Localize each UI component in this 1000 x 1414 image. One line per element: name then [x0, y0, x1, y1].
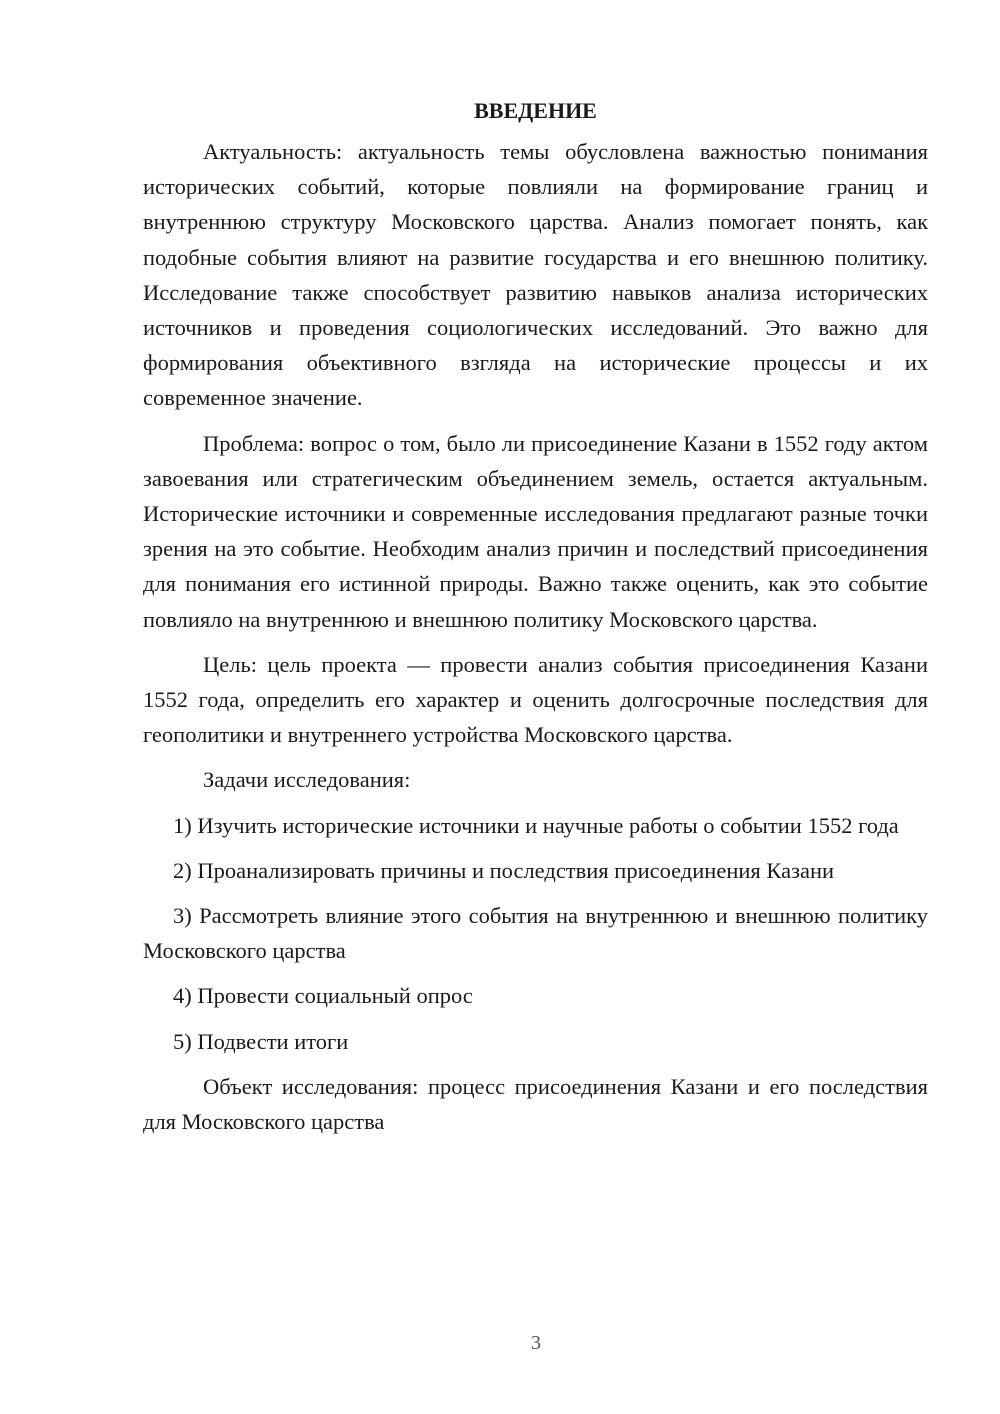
task-item-4: 4) Провести социальный опрос [173, 983, 473, 1009]
page-content [143, 96, 928, 1149]
page-number: 3 [531, 1332, 541, 1354]
problem-paragraph: Проблема: вопрос о том, было ли присоединение Казани в 1552 году актом завоевания или стратегическим объединением земель, остается актуальным. Исторические источники и современные исследования предлагают разные точки зрения на это событие. Необходим анализ причин и последствий присоединения для понимания его истинной природы. Важно также оценить, как это событие повлияло на внутреннюю и внешнюю политику Московского царства. [143, 430, 928, 632]
task-item-3: 3) Рассмотреть влияние этого события на внутреннюю и внешнюю политику Московского царства [143, 903, 928, 964]
relevance-paragraph: Актуальность: актуальность темы обусловлена важностью понимания исторических событий, которые повлияли на формирование границ и внутреннюю структуру Московского царства. Анализ помогает понять, как подобные события влияют на развитие государства и его внешнюю политику. Исследование также способствует развитию навыков анализа исторических источников и проведения социологических исследований. Это важно для формирования объективного взгляда на исторические процессы и их современное значение. [143, 139, 928, 411]
task-item-1: 1) Изучить исторические источники и научные работы о событии 1552 года [173, 812, 899, 838]
goal-paragraph: Цель: цель проекта — провести анализ события присоединения Казани 1552 года, определить его характер и оценить долгосрочные последствия для геополитики и внутреннего устройства Московского царства. [143, 651, 928, 748]
object-paragraph: Объект исследования: процесс присоединения Казани и его последствия для Московского царства [143, 1073, 928, 1135]
section-title: ВВЕДЕНИЕ [474, 98, 597, 123]
task-item-5: 5) Подвести итоги [173, 1028, 349, 1054]
task-item-2: 2) Проанализировать причины и последствия присоединения Казани [173, 857, 835, 883]
tasks-heading: Задачи исследования: [203, 767, 411, 793]
